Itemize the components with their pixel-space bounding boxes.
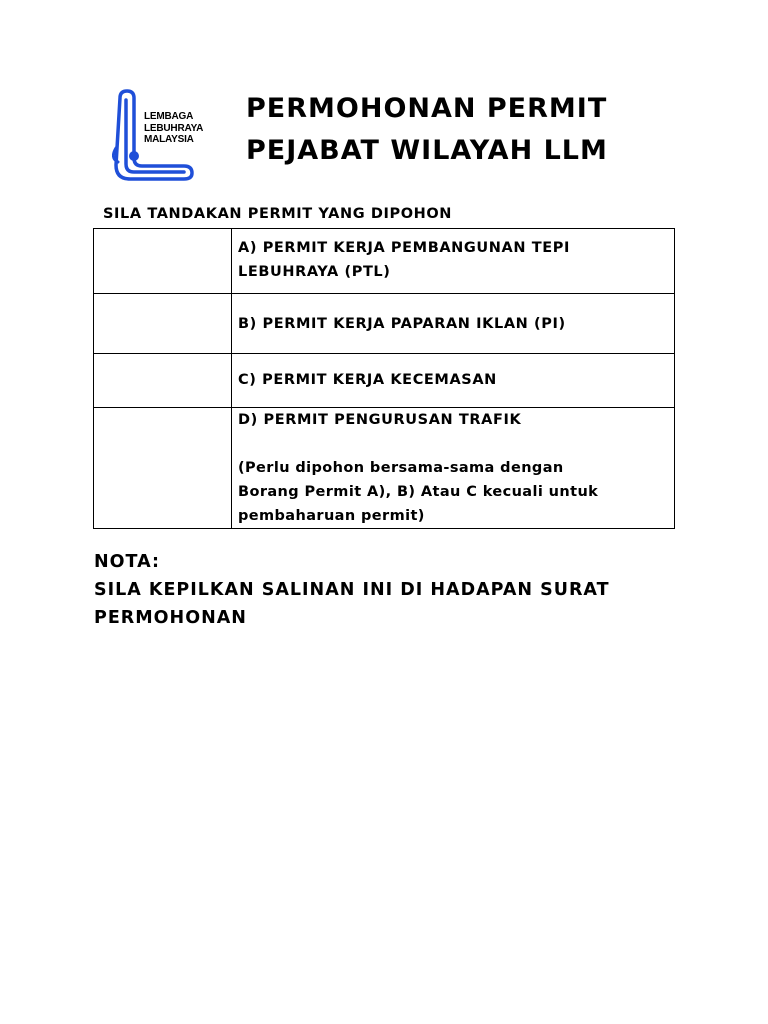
table-row [94,229,675,294]
permit-a-label-line-1: A) PERMIT KERJA PEMBANGUNAN TEPI [238,240,570,256]
permit-b-label-line-1: B) PERMIT KERJA PAPARAN IKLAN (PI) [238,316,566,332]
permit-c-label-line-1: C) PERMIT KERJA KECEMASAN [238,372,497,388]
logo-text [144,111,203,146]
permit-d-note-line-1: (Perlu dipohon bersama-sama dengan [238,460,564,476]
permit-d-label-cell [232,408,675,529]
page-title-line-1: PERMOHONAN PERMIT [246,93,608,124]
logo-line-2: LEBUHRAYA [144,122,204,134]
logo-line-1: LEMBAGA [144,111,194,122]
page-title-line-2: PEJABAT WILAYAH LLM [246,135,608,166]
logo-line-3: MALAYSIA [144,134,194,145]
permit-a-label-line-2: LEBUHRAYA (PTL) [238,264,391,280]
permit-c-label-cell [232,354,675,408]
table-row [94,354,675,408]
nota-heading: NOTA: [94,552,160,572]
permit-selection-table [93,228,675,529]
instruction-text: SILA TANDAKAN PERMIT YANG DIPOHON [103,206,453,222]
permit-d-note-line-3: pembaharuan permit) [238,508,425,524]
page-title [246,88,726,172]
permit-b-checkbox-cell[interactable] [94,294,232,354]
nota-section [94,548,610,632]
permit-b-label-cell [232,294,675,354]
permit-d-label-line-1: D) PERMIT PENGURUSAN TRAFIK [238,412,522,428]
permit-a-label-cell [232,229,675,294]
llm-logo [112,88,222,183]
table-row [94,294,675,354]
permit-a-checkbox-cell[interactable] [94,229,232,294]
nota-line-1: SILA KEPILKAN SALINAN INI DI HADAPAN SURAT [94,580,610,600]
permit-d-note-line-2: Borang Permit A), B) Atau C kecuali untuk [238,484,599,500]
table-row [94,408,675,529]
nota-line-2: PERMOHONAN [94,608,247,628]
permit-d-checkbox-cell[interactable] [94,408,232,529]
permit-c-checkbox-cell[interactable] [94,354,232,408]
